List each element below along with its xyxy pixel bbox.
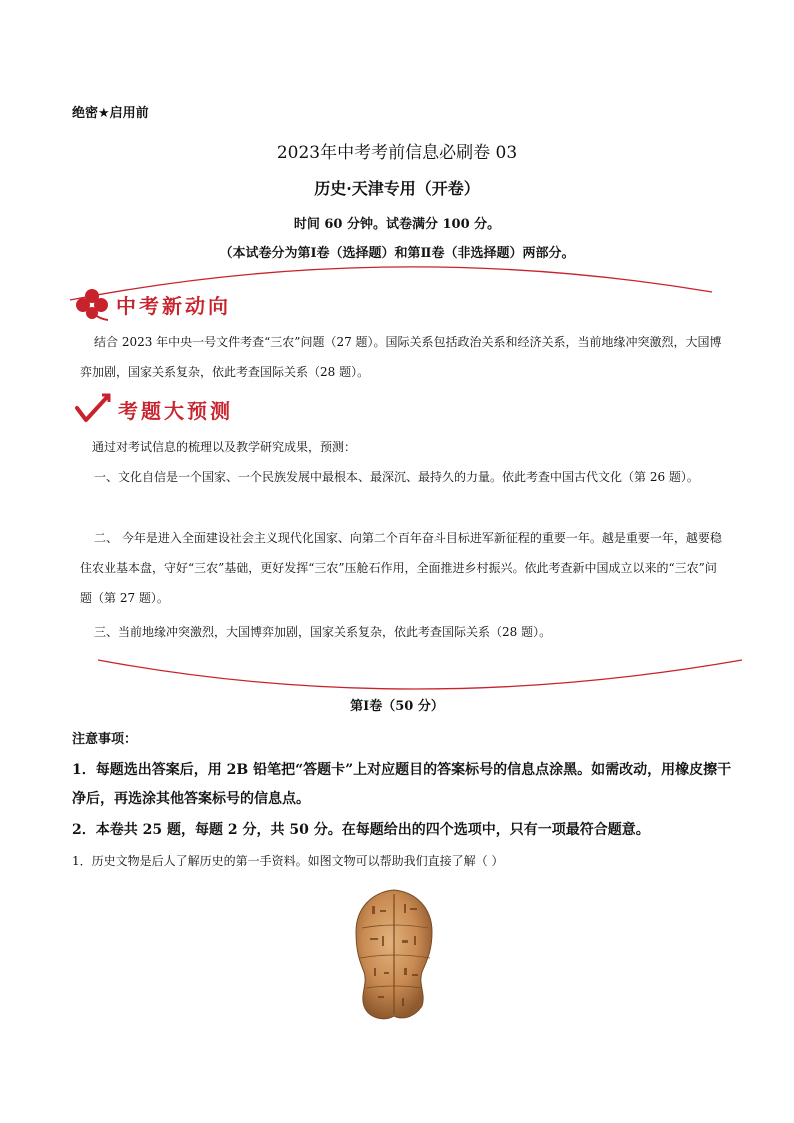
exam-structure: （本试卷分为第Ⅰ卷（选择题）和第Ⅱ卷（非选择题）两部分。 — [219, 246, 575, 261]
page-subtitle: 历史·天津专用（开卷） — [314, 179, 480, 198]
prediction-item — [80, 462, 724, 492]
notice-rule-1: 1．每题选出答案后，用 2B 铅笔把“答题卡”上对应题目的答案标号的信息点涂黑。如需改动，用橡皮擦干净后，再选涂其他答案标号的信息点。 — [72, 762, 732, 807]
new-direction-text — [80, 327, 724, 387]
prediction-item-2: 二、 今年是进入全面建设社会主义现代化国家、向第二个百年奋斗目标进军新征程的重要一年。越是重要一年，越要稳住农业基本盘，守好“三农”基础，更好发挥“三农”压舱石作用，全面推进乡村振兴。依此考查新中国成立以来的“三农”问题（第 27 题）。 — [80, 531, 722, 605]
new-direction-heading — [74, 287, 231, 321]
prediction-label: 考题大预测 — [118, 398, 233, 423]
confidential-label: 绝密★启用前 — [72, 106, 149, 121]
page-title: 2023年中考考前信息必刷卷 03 — [276, 143, 518, 163]
new-direction-body: 结合 2023 年中央一号文件考查“三农”问题（27 题）。国际关系包括政治关系和经济关系，当前地缘冲突激烈，大国博弈加剧，国家关系复杂，依此考查国际关系（28 题）。 — [80, 335, 722, 379]
prediction-heading — [74, 392, 233, 426]
notice-heading: 注意事项： — [72, 732, 138, 747]
clover-icon — [74, 287, 110, 321]
check-arrow-icon — [74, 392, 112, 426]
oracle-bone-image — [352, 888, 436, 1022]
prediction-item — [80, 523, 724, 613]
time-info: 时间 60 分钟。试卷满分 100 分。 — [293, 217, 501, 232]
notice-rule-2: 2．本卷共 25 题，每题 2 分，共 50 分。在每题给出的四个选项中，只有一项最符合题意。 — [72, 822, 650, 838]
question-1: 1．历史文物是后人了解历史的第一手资料。如图文物可以帮助我们直接了解（ ） — [72, 854, 504, 868]
volume-title: 第Ⅰ卷（50 分） — [350, 699, 444, 714]
prediction-item — [80, 617, 724, 647]
new-direction-label: 中考新动向 — [116, 293, 231, 318]
prediction-item-1: 一、文化自信是一个国家、一个民族发展中最根本、最深沉、最持久的力量。依此考查中国古代文化（第 26 题）。 — [94, 470, 699, 484]
bottom-arc — [98, 660, 742, 689]
prediction-intro: 通过对考试信息的梳理以及教学研究成果，预测： — [92, 440, 357, 454]
prediction-item-3: 三、当前地缘冲突激烈，大国博弈加剧，国家关系复杂，依此考查国际关系（28 题）。 — [94, 625, 552, 639]
